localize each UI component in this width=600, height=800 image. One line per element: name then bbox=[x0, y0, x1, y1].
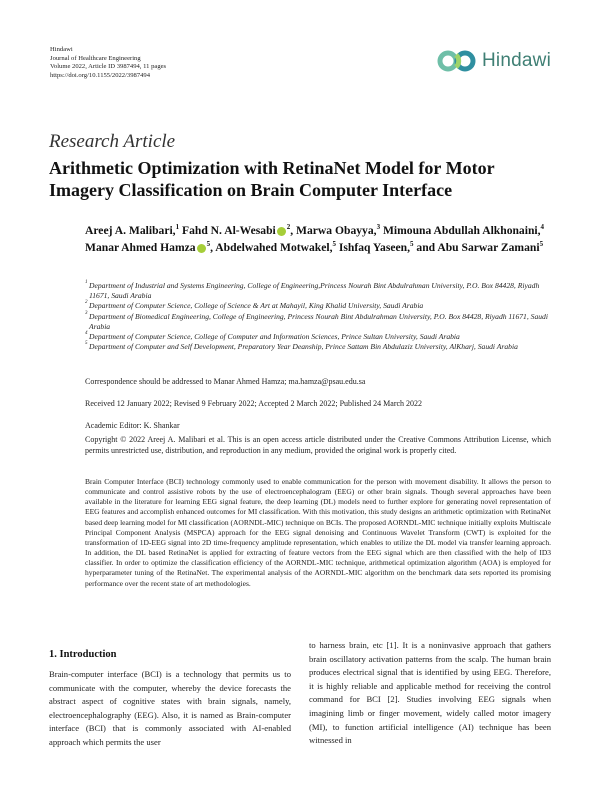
author-name-text: Marwa Obayya, bbox=[296, 224, 377, 237]
section-heading: 1. Introduction bbox=[49, 649, 117, 660]
author-name bbox=[416, 241, 543, 254]
affiliation-marker: 1 bbox=[175, 223, 180, 232]
affiliation-item: 3 Department of Biomedical Engineering, College of Engineering, Princess Nourah Bint Abdulrahman University, P.O. Box 84428, Riyadh 11671, Saudi Arabia bbox=[85, 312, 555, 332]
affiliation-text: Department of Computer Science, College of Computer and Information Sciences, Prince Sultan University, Saudi Arabia bbox=[89, 332, 460, 342]
author-name-text: Mimouna Abdullah Alkhonaini, bbox=[382, 224, 541, 237]
body-column-right: to harness brain, etc [1]. It is a noninvasive approach that gathers brain oscillatory activation patterns from the scalp. The human brain produces electrical signal that is identified by using EEG. Therefore, it is highly reliable and applicable method for receiving the control command for BCI [2]. Studies involving EEG signals when imagining limb or finger movement, widely called motor imagery (MI), to function artificial intelligence (AI) technique has been witnessed in bbox=[309, 640, 551, 746]
affiliation-item: 4 Department of Computer Science, College of Computer and Information Sciences, Prince Sultan University, Saudi Arabia bbox=[85, 332, 555, 342]
affiliation-marker: 2 bbox=[286, 223, 291, 232]
orcid-icon[interactable] bbox=[277, 227, 286, 236]
author-name bbox=[215, 241, 336, 254]
author-name bbox=[383, 224, 544, 237]
abstract: Brain Computer Interface (BCI) technology commonly used to enable communication for the person with movement disability. It allows the person to communicate and control assistive robots by the use of electroencephalogram (EEG) or other brain signals. Though several approaches have been available in the literature for learning EEG signal feature, the deep learning (DL) models need to further explore for generating novel representation of EEG features and accomplish enhanced outcomes for MI classification. With this motivation, this study designs an arithmetic optimization with RetinaNet based deep learning model for MI classification (AORNDL-MIC) technique on BCIs. The proposed AORNDL-MIC technique initially exploits Multiscale Principal Component Analysis (MSPCA) approach for the EEG signal denoising and Continuous Wavelet Transform (CWT) is exploited for the transformation of 1D-EEG signal into 2D time-frequency amplitude representation, which enables to utilize the DL model via transfer learning approach. In addition, the DL based RetinaNet is applied for extracting of feature vectors from the EEG signal which are then classified with the help of ID3 classifier. In order to optimize the classification efficiency of the AORNDL-MIC technique, arithmetical optimization algorithm (AOA) is employed for hyperparameter tuning of the RetinaNet. The experimental analysis of the AORNDL-MIC algorithm on the benchmark data sets reported its promising performance over the recent state of art methodologies. bbox=[85, 477, 551, 588]
journal-name: Journal of Healthcare Engineering bbox=[50, 54, 141, 62]
volume-line: Volume 2022, Article ID 3987494, 11 pages bbox=[50, 63, 167, 71]
publisher-name: Hindawi bbox=[50, 46, 73, 53]
copyright-notice: Copyright © 2022 Areej A. Malibari et al. This is an open access article distributed under the Creative Commons Attribution License, which permits unrestricted use, distribution, and reproduction in any medium, provided the original work is properly cited. bbox=[85, 435, 551, 455]
academic-editor: Academic Editor: K. Shankar bbox=[85, 421, 180, 430]
author-list: Areej A. Malibari,$^1$ Fahd N. Al-Wesabi $^2$, Marwa Obayya,$^3$ Mimouna Abdullah Alkhonaini,$^4$ Manar Ahmed Hamza $^5$, Abdelwahed Motwakel,$^5$ Ishfaq Yaseen,$^5$ and Abu Sarwar Zamani$^5$ bbox=[85, 223, 545, 254]
author-name-text: Abdelwahed Motwakel, bbox=[215, 241, 333, 254]
orcid-icon[interactable] bbox=[197, 244, 206, 253]
affiliation-text: Department of Computer Science, College of Science & Art at Mahayil, King Khalid University, Saudi Arabia bbox=[89, 301, 424, 311]
affiliation-item: 1 Department of Industrial and Systems Engineering, College of Engineering,Princess Nourah Bint Abdulrahman University, P.O. Box 84428, Riyadh 11671, Saudi Arabia bbox=[85, 281, 555, 301]
article-title: Arithmetic Optimization with RetinaNet Model for Motor Imagery Classification on Brain Computer Interface bbox=[49, 158, 495, 200]
affiliation-marker: 5 bbox=[409, 240, 414, 249]
hindawi-logo bbox=[437, 49, 551, 73]
hindawi-logo-icon bbox=[437, 49, 477, 73]
affiliation-item: 5 Department of Computer and Self Development, Preparatory Year Deanship, Prince Sattam Bin Abdulaziz University, AlKharj, Saudi Arabia bbox=[85, 342, 555, 352]
publication-dates: Received 12 January 2022; Revised 9 February 2022; Accepted 2 March 2022; Published 24 March 2022 bbox=[85, 399, 423, 408]
journal-header bbox=[50, 46, 166, 80]
affiliation-marker: 5 bbox=[206, 240, 211, 249]
logo-text: Hindawi bbox=[482, 50, 551, 71]
affiliation-marker: 5 bbox=[332, 240, 336, 249]
author-name bbox=[85, 224, 179, 237]
affiliation-marker: 4 bbox=[540, 223, 545, 232]
author-name-text: Fahd N. Al-Wesabi bbox=[182, 224, 276, 237]
body-column-left: Brain-computer interface (BCI) is a technology that permits us to communicate with the computer, whereby the device forecasts the abstract aspect of cognitive states with brain signals, namely, electroencephalography (EEG). Also, it is named as Brain-computer interface (BCI) that is commonly associated with AI-enabled approach which permits the user bbox=[49, 669, 291, 747]
doi-link[interactable]: https://doi.org/10.1155/2022/3987494 bbox=[50, 71, 151, 79]
affiliation-marker: 5 bbox=[539, 240, 544, 249]
article-type: Research Article bbox=[49, 131, 176, 152]
affiliation-item: 2 Department of Computer Science, College of Science & Art at Mahayil, King Khalid University, Saudi Arabia bbox=[85, 301, 555, 311]
affiliations bbox=[85, 281, 555, 352]
affiliation-marker: 3 bbox=[376, 223, 381, 232]
correspondence: Correspondence should be addressed to Manar Ahmed Hamza; ma.hamza@psau.edu.sa bbox=[85, 377, 366, 386]
author-name-text: Manar Ahmed Hamza bbox=[85, 241, 196, 254]
author-name-text: and Abu Sarwar Zamani bbox=[416, 241, 540, 254]
author-name-text: Areej A. Malibari, bbox=[85, 224, 176, 237]
author-name bbox=[85, 241, 210, 254]
author-name bbox=[182, 224, 290, 237]
affiliation-text: Department of Computer and Self Development, Preparatory Year Deanship, Prince Sattam Bin Abdulaziz University, AlKharj, Saudi Arabia bbox=[89, 342, 518, 352]
affiliation-text: Department of Industrial and Systems Engineering, College of Engineering,Princess Nourah Bint Abdulrahman University, P.O. Box 84428, Riyadh 11671, Saudi Arabia bbox=[89, 281, 540, 301]
affiliation-text: Department of Biomedical Engineering, College of Engineering, Princess Nourah Bint Abdulrahman University, P.O. Box 84428, Riyadh 11671, Saudi Arabia bbox=[89, 311, 548, 331]
author-name-text: Ishfaq Yaseen, bbox=[338, 241, 410, 254]
author-name bbox=[339, 241, 414, 254]
author-name bbox=[296, 224, 380, 237]
